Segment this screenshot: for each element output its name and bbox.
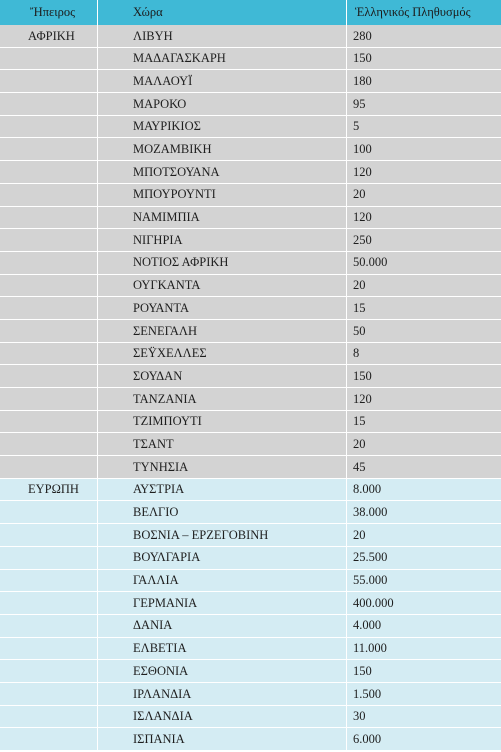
population-cell: 150 [346, 660, 501, 682]
population-cell: 400.000 [346, 592, 501, 614]
population-cell: 120 [346, 161, 501, 183]
country-cell: ΒΕΛΓΙΟ [97, 501, 346, 523]
continent-cell [0, 592, 97, 614]
country-cell: ΣΟΥΔΑΝ [97, 365, 346, 387]
continent-cell [0, 70, 97, 92]
country-cell: ΕΛΒΕΤΙΑ [97, 638, 346, 660]
continent-cell [0, 615, 97, 637]
country-cell: ΜΠΟΤΣΟΥΑΝΑ [97, 161, 346, 183]
europe-group [0, 479, 501, 751]
population-cell: 20 [346, 275, 501, 297]
country-cell: ΜΑΛΑΟΥΪ [97, 70, 346, 92]
table-row [0, 615, 501, 638]
country-cell: ΙΡΛΑΝΔΙΑ [97, 683, 346, 705]
table-row [0, 456, 501, 479]
continent-cell [0, 229, 97, 251]
continent-cell [0, 501, 97, 523]
header-continent: Ἤπειρος [30, 5, 76, 20]
population-cell: 20 [346, 184, 501, 206]
table-row [0, 592, 501, 615]
population-cell: 8.000 [346, 479, 501, 501]
continent-cell [0, 207, 97, 229]
population-cell: 120 [346, 207, 501, 229]
population-cell: 8 [346, 343, 501, 365]
population-cell: 1.500 [346, 683, 501, 705]
population-cell: 150 [346, 48, 501, 70]
population-cell: 4.000 [346, 615, 501, 637]
population-cell: 55.000 [346, 570, 501, 592]
table-row [0, 524, 501, 547]
table-row [0, 683, 501, 706]
population-cell: 11.000 [346, 638, 501, 660]
country-cell: ΝΟΤΙΟΣ ΑΦΡΙΚΗ [97, 252, 346, 274]
table-row [0, 275, 501, 298]
table-row [0, 570, 501, 593]
population-cell: 120 [346, 388, 501, 410]
country-cell: ΜΑΔΑΓΑΣΚΑΡΗ [97, 48, 346, 70]
population-cell: 25.500 [346, 547, 501, 569]
country-cell: ΓΕΡΜΑΝΙΑ [97, 592, 346, 614]
country-cell: ΟΥΓΚΑΝΤΑ [97, 275, 346, 297]
table-row [0, 343, 501, 366]
population-cell: 180 [346, 70, 501, 92]
country-cell: ΜΑΡΟΚΟ [97, 93, 346, 115]
table-row [0, 138, 501, 161]
continent-cell [0, 320, 97, 342]
continent-cell [0, 252, 97, 274]
country-cell: ΣΕΝΕΓΑΛΗ [97, 320, 346, 342]
continent-cell [0, 297, 97, 319]
country-cell: ΤΣΑΝΤ [97, 433, 346, 455]
country-cell: ΡΟΥΑΝΤΑ [97, 297, 346, 319]
country-cell: ΤΖΙΜΠΟΥΤΙ [97, 411, 346, 433]
continent-cell [0, 388, 97, 410]
table-row [0, 252, 501, 275]
table-row [0, 728, 501, 751]
continent-cell [0, 547, 97, 569]
continent-cell [0, 138, 97, 160]
continent-cell [0, 93, 97, 115]
country-cell: ΜΑΥΡΙΚΙΟΣ [97, 116, 346, 138]
continent-cell [0, 570, 97, 592]
continent-cell [0, 433, 97, 455]
country-cell: ΙΣΠΑΝΙΑ [97, 728, 346, 750]
table-row [0, 116, 501, 139]
population-cell: 95 [346, 93, 501, 115]
table-row [0, 48, 501, 71]
country-cell: ΣΕΫΧΕΛΛΕΣ [97, 343, 346, 365]
table-row [0, 320, 501, 343]
table-row [0, 229, 501, 252]
country-cell: ΛΙΒΥΗ [97, 25, 346, 47]
header-population: Ἑλληνικός Πληθυσμός [346, 0, 501, 25]
continent-cell [0, 660, 97, 682]
country-cell: ΒΟΣΝΙΑ – ΕΡΖΕΓΟΒΙΝΗ [97, 524, 346, 546]
table-row [0, 638, 501, 661]
table-row [0, 388, 501, 411]
table-row [0, 433, 501, 456]
country-cell: ΤΑΝΖΑΝΙΑ [97, 388, 346, 410]
continent-cell: ΑΦΡΙΚΗ [28, 28, 75, 43]
country-cell: ΜΟΖΑΜΒΙΚΗ [97, 138, 346, 160]
continent-cell [0, 116, 97, 138]
table-row [0, 25, 501, 48]
population-cell: 100 [346, 138, 501, 160]
country-cell: ΤΥΝΗΣΙΑ [97, 456, 346, 478]
africa-group [0, 25, 501, 479]
population-cell: 15 [346, 297, 501, 319]
population-cell: 50 [346, 320, 501, 342]
country-cell: ΙΣΛΑΝΔΙΑ [97, 706, 346, 728]
continent-cell [0, 184, 97, 206]
country-cell: ΝΙΓΗΡΙΑ [97, 229, 346, 251]
header-country: Χώρα [97, 0, 346, 25]
population-cell: 5 [346, 116, 501, 138]
country-cell: ΑΥΣΤΡΙΑ [97, 479, 346, 501]
table-row [0, 93, 501, 116]
continent-cell [0, 161, 97, 183]
population-cell: 38.000 [346, 501, 501, 523]
continent-cell [0, 275, 97, 297]
country-cell: ΓΑΛΛΙΑ [97, 570, 346, 592]
continent-cell [0, 524, 97, 546]
population-cell: 280 [346, 25, 501, 47]
continent-cell [0, 683, 97, 705]
population-cell: 15 [346, 411, 501, 433]
continent-cell [0, 456, 97, 478]
country-cell: ΒΟΥΛΓΑΡΙΑ [97, 547, 346, 569]
table-header [0, 0, 501, 25]
continent-cell [0, 638, 97, 660]
continent-cell [0, 728, 97, 750]
population-cell: 150 [346, 365, 501, 387]
continent-cell [0, 706, 97, 728]
table-row [0, 501, 501, 524]
population-cell: 45 [346, 456, 501, 478]
continent-cell [0, 48, 97, 70]
table-row [0, 70, 501, 93]
table-row [0, 207, 501, 230]
continent-cell: ΕΥΡΩΠΗ [28, 482, 79, 497]
table-row [0, 479, 501, 502]
continent-cell [0, 365, 97, 387]
table-row [0, 411, 501, 434]
country-cell: ΝΑΜΙΜΠΙΑ [97, 207, 346, 229]
table-row [0, 365, 501, 388]
table-row [0, 297, 501, 320]
population-cell: 20 [346, 433, 501, 455]
country-cell: ΜΠΟΥΡΟΥΝΤΙ [97, 184, 346, 206]
country-cell: ΕΣΘΟΝΙΑ [97, 660, 346, 682]
population-cell: 30 [346, 706, 501, 728]
population-cell: 6.000 [346, 728, 501, 750]
population-cell: 20 [346, 524, 501, 546]
country-cell: ΔΑΝΙΑ [97, 615, 346, 637]
table-row [0, 184, 501, 207]
continent-cell [0, 411, 97, 433]
table-row [0, 706, 501, 729]
population-cell: 250 [346, 229, 501, 251]
population-cell: 50.000 [346, 252, 501, 274]
table-row [0, 547, 501, 570]
continent-cell [0, 343, 97, 365]
table-row [0, 660, 501, 683]
table-row [0, 161, 501, 184]
